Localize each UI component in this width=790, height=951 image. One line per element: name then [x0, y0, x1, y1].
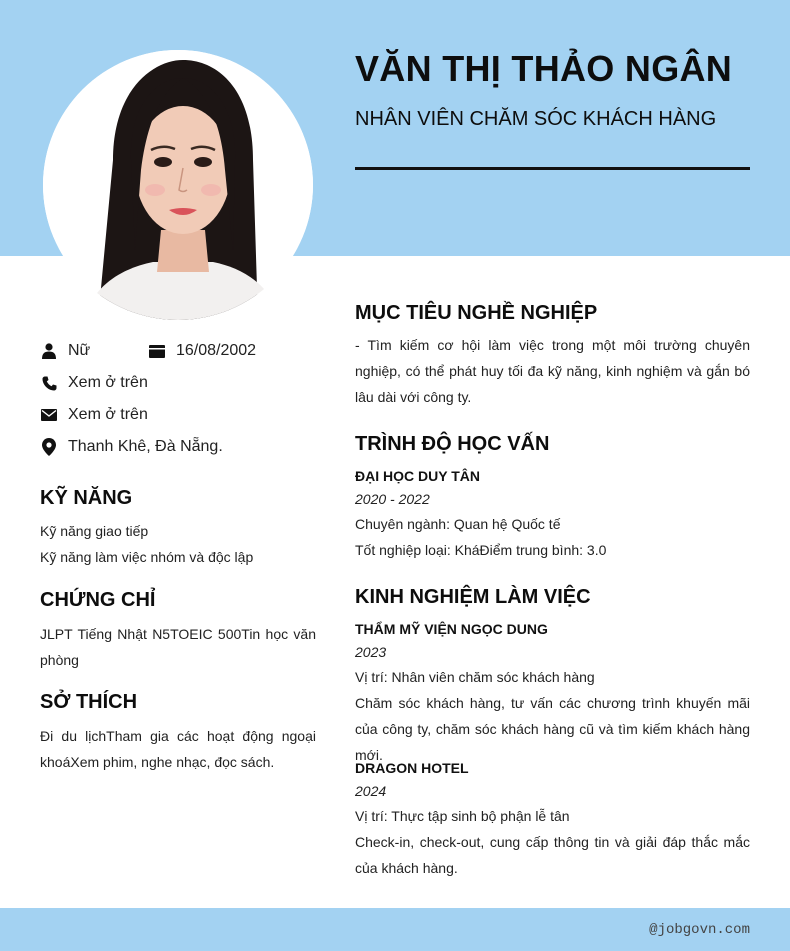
person-icon — [40, 342, 58, 360]
job-description: Check-in, check-out, cung cấp thông tin và giải đáp thắc mắc của khách hàng. — [355, 834, 750, 876]
job-year: 2023 — [355, 644, 387, 660]
phone-value: Xem ở trên — [68, 374, 148, 391]
phone-row — [40, 374, 148, 392]
email-row — [40, 406, 148, 424]
job-description: Chăm sóc khách hàng, tư vấn các chương trình khuyến mãi của công ty, chăm sóc khách hàng cũ và tìm kiếm khách hàng mới. — [355, 695, 750, 763]
candidate-role: NHÂN VIÊN CHĂM SÓC KHÁCH HÀNG — [355, 108, 717, 130]
skill-item: Kỹ năng giao tiếp — [40, 523, 149, 539]
watermark-text: @jobgovn.com — [649, 922, 750, 938]
birthdate-value: 16/08/2002 — [176, 342, 257, 359]
gender-row — [40, 342, 90, 360]
job-year: 2024 — [355, 783, 387, 799]
phone-icon — [40, 374, 58, 392]
education-years: 2020 - 2022 — [355, 491, 430, 507]
job-company: THẨM MỸ VIỆN NGỌC DUNG — [355, 621, 548, 637]
skills-title: KỸ NĂNG — [40, 487, 133, 509]
education-title: TRÌNH ĐỘ HỌC VẤN — [355, 433, 550, 455]
education-grade: Tốt nghiệp loại: KháĐiểm trung bình: 3.0 — [355, 542, 607, 558]
address-row — [40, 438, 223, 456]
envelope-icon — [40, 406, 58, 424]
job-position: Vị trí: Thực tập sinh bộ phận lễ tân — [355, 808, 570, 824]
school-name: ĐẠI HỌC DUY TÂN — [355, 468, 480, 484]
hobbies-text: Đi du lịchTham gia các hoạt động ngoại khoáXem phim, nghe nhạc, đọc sách. — [40, 728, 316, 770]
email-value: Xem ở trên — [68, 406, 148, 423]
education-major: Chuyên ngành: Quan hệ Quốc tế — [355, 516, 561, 532]
certificates-title: CHỨNG CHỈ — [40, 589, 156, 611]
candidate-name: VĂN THỊ THẢO NGÂN — [355, 48, 733, 89]
address-value: Thanh Khê, Đà Nẵng. — [68, 438, 223, 455]
objective-title: MỤC TIÊU NGHỀ NGHIỆP — [355, 302, 598, 324]
location-pin-icon — [40, 438, 58, 456]
experience-title: KINH NGHIỆM LÀM VIỆC — [355, 586, 591, 608]
header-divider — [355, 167, 750, 170]
birthdate-row — [148, 342, 256, 360]
skill-item: Kỹ năng làm việc nhóm và độc lập — [40, 549, 254, 565]
calendar-icon — [148, 342, 166, 360]
objective-text: - Tìm kiếm cơ hội làm việc trong một môi trường chuyên nghiệp, có thể phát huy tối đa kỹ năng, kinh nghiệm và gắn bó lâu dài với công ty. — [355, 337, 750, 405]
job-position: Vị trí: Nhân viên chăm sóc khách hàng — [355, 669, 595, 685]
profile-photo — [43, 50, 313, 320]
hobbies-title: SỞ THÍCH — [40, 691, 138, 713]
gender-value: Nữ — [68, 342, 91, 359]
certificates-text: JLPT Tiếng Nhật N5TOEIC 500Tin học văn phòng — [40, 626, 316, 668]
job-company: DRAGON HOTEL — [355, 760, 469, 776]
